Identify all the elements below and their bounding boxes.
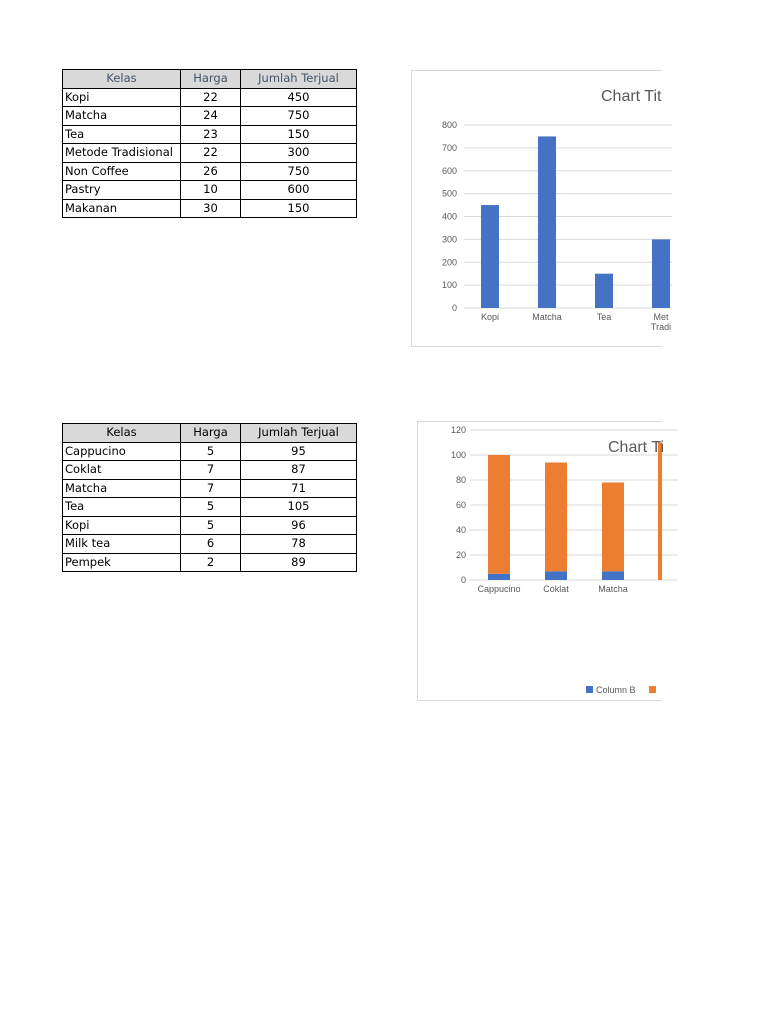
y-tick-label: 80	[455, 475, 466, 485]
bar-segment	[488, 574, 510, 580]
y-tick-label: 400	[441, 211, 457, 222]
x-tick-label: Matcha	[598, 584, 628, 594]
x-tick-label: Kopi	[480, 312, 500, 322]
bar	[595, 274, 613, 308]
legend-label: Column B	[596, 685, 636, 695]
table-row	[63, 199, 357, 218]
cell-harga: 5	[181, 498, 241, 517]
y-tick-label: 120	[450, 425, 466, 435]
y-tick-label: 600	[441, 165, 457, 176]
header-kelas: Kelas	[63, 424, 181, 443]
cell-kelas: Cappucino	[63, 442, 181, 461]
cell-jumlah: 150	[241, 199, 357, 218]
cell-kelas: Tea	[63, 498, 181, 517]
y-tick-label: 100	[441, 280, 457, 291]
stacked-bar-chart-2-svg	[418, 422, 665, 700]
x-tick-label: Tradi	[650, 322, 672, 332]
cell-kelas: Metode Tradisional	[63, 144, 181, 163]
bar	[538, 136, 556, 308]
cell-harga: 6	[181, 535, 241, 554]
cell-harga: 26	[181, 162, 241, 181]
header-jumlah-terjual: Jumlah Terjual	[241, 70, 357, 89]
cell-kelas: Coklat	[63, 461, 181, 480]
cell-jumlah: 71	[241, 479, 357, 498]
bar-segment	[658, 443, 662, 581]
y-tick-label: 20	[455, 550, 466, 560]
cell-jumlah: 750	[241, 107, 357, 126]
table-row	[63, 535, 357, 554]
header-harga: Harga	[181, 70, 241, 89]
y-tick-label: 800	[441, 120, 457, 130]
x-tick-label: Cappucino	[477, 584, 521, 594]
cell-harga: 5	[181, 442, 241, 461]
cell-jumlah: 300	[241, 144, 357, 163]
table-row	[63, 461, 357, 480]
cell-kelas: Matcha	[63, 107, 181, 126]
bar-chart-1-svg	[412, 71, 672, 346]
cell-jumlah: 600	[241, 181, 357, 200]
cell-kelas: Non Coffee	[63, 162, 181, 181]
bar-segment	[488, 455, 510, 574]
bar-chart-1[interactable]	[411, 70, 672, 347]
cell-harga: 7	[181, 461, 241, 480]
cell-kelas: Kopi	[63, 516, 181, 535]
table-row	[63, 516, 357, 535]
cell-jumlah: 78	[241, 535, 357, 554]
y-tick-label: 60	[455, 500, 466, 510]
cell-kelas: Makanan	[63, 199, 181, 218]
bar	[652, 239, 670, 308]
y-tick-label: 0	[451, 303, 457, 313]
legend-swatch	[649, 686, 656, 693]
cell-harga: 5	[181, 516, 241, 535]
sales-table-1	[62, 69, 357, 218]
cell-jumlah: 105	[241, 498, 357, 517]
bar-segment	[602, 483, 624, 572]
bar-segment	[545, 571, 567, 580]
table-row	[63, 442, 357, 461]
header-harga: Harga	[181, 424, 241, 443]
cell-harga: 30	[181, 199, 241, 218]
cell-harga: 10	[181, 181, 241, 200]
x-tick-label: Coklat	[543, 584, 569, 594]
cell-kelas: Milk tea	[63, 535, 181, 554]
table-row	[63, 107, 357, 126]
table-row	[63, 125, 357, 144]
bar-segment	[602, 571, 624, 580]
table-row	[63, 162, 357, 181]
y-tick-label: 500	[441, 188, 457, 199]
cell-harga: 22	[181, 88, 241, 107]
cell-kelas: Pempek	[63, 553, 181, 572]
cell-harga: 22	[181, 144, 241, 163]
table-row	[63, 553, 357, 572]
cell-kelas: Tea	[63, 125, 181, 144]
legend-swatch	[586, 686, 593, 693]
cell-jumlah: 150	[241, 125, 357, 144]
cell-jumlah: 87	[241, 461, 357, 480]
header-jumlah-terjual: Jumlah Terjual	[241, 424, 357, 443]
bar	[481, 205, 499, 308]
table-header-row	[63, 70, 357, 89]
x-tick-label: Tea	[596, 312, 612, 322]
cell-jumlah: 450	[241, 88, 357, 107]
table-header-row	[63, 424, 357, 443]
cell-harga: 23	[181, 125, 241, 144]
table-row	[63, 498, 357, 517]
cell-kelas: Kopi	[63, 88, 181, 107]
y-tick-label: 700	[441, 142, 457, 153]
cell-kelas: Matcha	[63, 479, 181, 498]
cell-jumlah: 95	[241, 442, 357, 461]
y-tick-label: 300	[441, 234, 457, 245]
y-tick-label: 200	[441, 257, 457, 268]
x-tick-label: Matcha	[532, 312, 562, 322]
header-kelas: Kelas	[63, 70, 181, 89]
cell-jumlah: 750	[241, 162, 357, 181]
cell-harga: 2	[181, 553, 241, 572]
y-tick-label: 100	[450, 450, 466, 460]
chart-title: Chart Tit	[601, 88, 662, 105]
x-tick-label: Met	[653, 312, 669, 322]
y-tick-label: 0	[460, 575, 466, 585]
cell-harga: 7	[181, 479, 241, 498]
cell-jumlah: 96	[241, 516, 357, 535]
sales-table-2	[62, 423, 357, 572]
y-tick-label: 40	[455, 525, 466, 535]
bar-segment	[545, 463, 567, 572]
cell-harga: 24	[181, 107, 241, 126]
table-row	[63, 479, 357, 498]
cell-kelas: Pastry	[63, 181, 181, 200]
table-row	[63, 88, 357, 107]
chart-title: Chart Ti	[608, 439, 665, 456]
table-row	[63, 181, 357, 200]
stacked-bar-chart-2[interactable]	[417, 421, 665, 701]
table-row	[63, 144, 357, 163]
cell-jumlah: 89	[241, 553, 357, 572]
